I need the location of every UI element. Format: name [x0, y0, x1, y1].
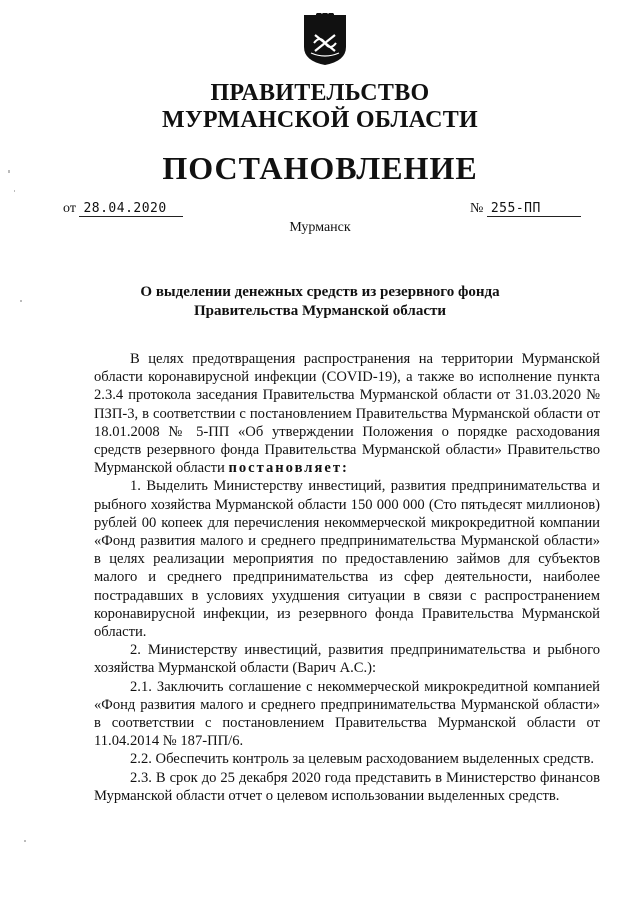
paragraph-1: 1. Выделить Министерству инвестиций, развития предпринимательства и рыбного хозяйства Мурманской области 150 000 000 (Сто пятьдесят миллионов) рублей 00 копеек для перечисления некоммерческой микрокредитной компании «Фонд развития малого и среднего предпринимательства Мурманской области» в целях реализации мероприятия по предоставлению займов для субъектов малого и среднего предпринимательства из сфер деятельности, наиболее пострадавших в условиях ухудшения ситуации в связи с распространением коронавирусной инфекции, из резервного фонда Правительства Мурманской области. — [94, 478, 600, 641]
paragraph-2: 2. Министерству инвестиций, развития предпринимательства и рыбного хозяйства Мурманской области (Варич А.С.): — [94, 642, 600, 677]
date-prefix: от — [63, 201, 76, 216]
scan-artifact — [24, 840, 26, 842]
scan-artifact — [20, 300, 22, 302]
paragraph-2-2: 2.2. Обеспечить контроль за целевым расходованием выделенных средств. — [130, 751, 595, 768]
coat-of-arms-icon — [302, 13, 348, 67]
document-type: ПОСТАНОВЛЕНИЕ — [162, 150, 478, 186]
number-field: 255-ПП — [487, 201, 581, 217]
date-field: 28.04.2020 — [79, 201, 183, 217]
document-body — [94, 350, 600, 805]
intro-text: В целях предотвращения распространения на территории Мурманской области коронавирусной инфекции (COVID-19), а также во исполнение пункта 2.3.4 протокола заседания Правительства Мурманской области от 31.03.2020 № ПЗП-3, в соответствии с постановлением Правительства Мурманской области от 18.01.2008 № 5-ПП «Об утверждении Положения о порядке расходования средств резервного фонда Правительства Мурманской области» Правительство Мурманской области — [94, 351, 600, 477]
org-line-1: ПРАВИТЕЛЬСТВО — [210, 80, 430, 106]
organization-name — [0, 80, 640, 134]
intro-paragraph — [94, 350, 600, 477]
scan-artifact — [14, 190, 15, 192]
document-title — [0, 283, 640, 321]
title-line-2: Правительства Мурманской области — [193, 303, 447, 319]
org-line-2: МУРМАНСКОЙ ОБЛАСТИ — [162, 107, 478, 133]
paragraph-2-3: 2.3. В срок до 25 декабря 2020 года представить в Министерство финансов Мурманской области отчет о целевом использовании выделенных средств. — [94, 769, 600, 804]
title-line-1: О выделении денежных средств из резервного фонда — [140, 284, 500, 300]
paragraph-2-1: 2.1. Заключить соглашение с некоммерческой микрокредитной компанией «Фонд развития малого и среднего предпринимательства Мурманской области» в соответствии с постановлением Правительства Мурманской области от 11.04.2014 № 187-ПП/6. — [94, 678, 600, 750]
number-prefix: № — [470, 201, 484, 216]
scan-artifact — [8, 170, 10, 173]
number-row — [470, 201, 581, 217]
date-row — [63, 201, 183, 217]
city-name: Мурманск — [289, 220, 351, 235]
decree-word: постановляет: — [228, 460, 349, 477]
